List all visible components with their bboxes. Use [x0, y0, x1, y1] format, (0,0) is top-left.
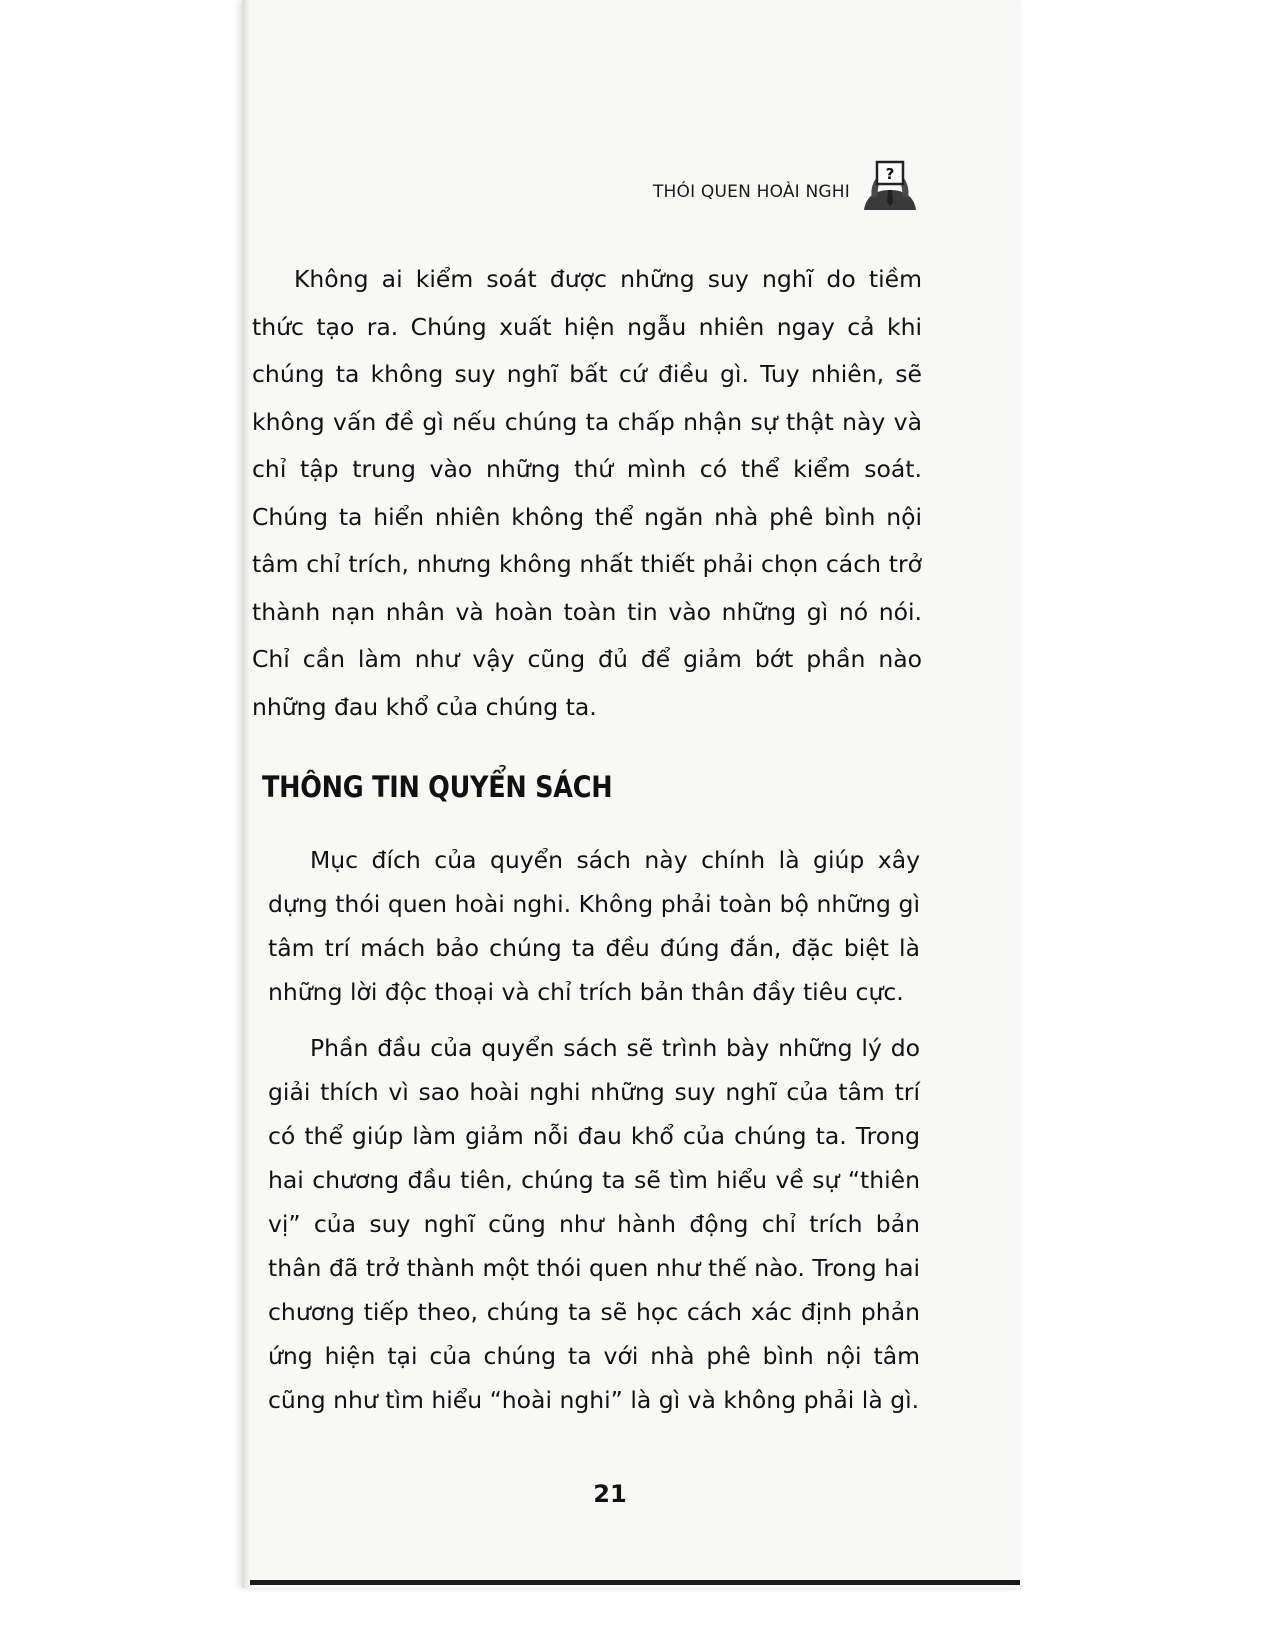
- page-number: 21: [593, 1480, 627, 1508]
- paragraph-text: Mục đích của quyển sách này chính là giúp xây dựng thói quen hoài nghi. Không phải toàn bộ những gì tâm trí mách bảo chúng ta đều đúng đắn, đặc biệt là những lời độc thoại và chỉ trích bản thân đầy tiêu cực.: [268, 846, 920, 1006]
- question-mark-text: ?: [885, 165, 895, 183]
- page-spine-edge: [242, 0, 250, 1588]
- section-title: THÔNG TIN QUYỂN SÁCH: [262, 770, 613, 804]
- paragraph-text: Phần đầu của quyển sách sẽ trình bày những lý do giải thích vì sao hoài nghi những suy nghĩ của tâm trí có thể giúp làm giảm nỗi đau khổ của chúng ta. Trong hai chương đầu tiên, chúng ta sẽ tìm hiểu về sự “thiên vị” của suy nghĩ cũng như hành động chỉ trích bản thân đã trở thành một thói quen như thế nào. Trong hai chương tiếp theo, chúng ta sẽ học cách xác định phản ứng hiện tại của chúng ta với nhà phê bình nội tâm cũng như tìm hiểu “hoài nghi” là gì và không phải là gì.: [268, 1034, 920, 1414]
- page-bottom-edge: [250, 1580, 1020, 1585]
- body-paragraph-1: [252, 256, 922, 731]
- running-header-title: THÓI QUEN HOÀI NGHI: [652, 182, 850, 202]
- paragraph-text: Không ai kiểm soát được những suy nghĩ do tiềm thức tạo ra. Chúng xuất hiện ngẫu nhiên ngay cả khi chúng ta không suy nghĩ bất cứ điều gì. Tuy nhiên, sẽ không vấn đề gì nếu chúng ta chấp nhận sự thật này và chỉ tập trung vào những thứ mình có thể kiểm soát. Chúng ta hiển nhiên không thể ngăn nhà phê bình nội tâm chỉ trích, nhưng không nhất thiết phải chọn cách trở thành nạn nhân và hoàn toàn tin vào những gì nó nói. Chỉ cần làm như vậy cũng đủ để giảm bớt phần nào những đau khổ của chúng ta.: [252, 265, 922, 721]
- person-holding-question-sign-icon: [860, 158, 920, 216]
- body-paragraph-2: [268, 838, 920, 1014]
- body-paragraph-3: [268, 1026, 920, 1422]
